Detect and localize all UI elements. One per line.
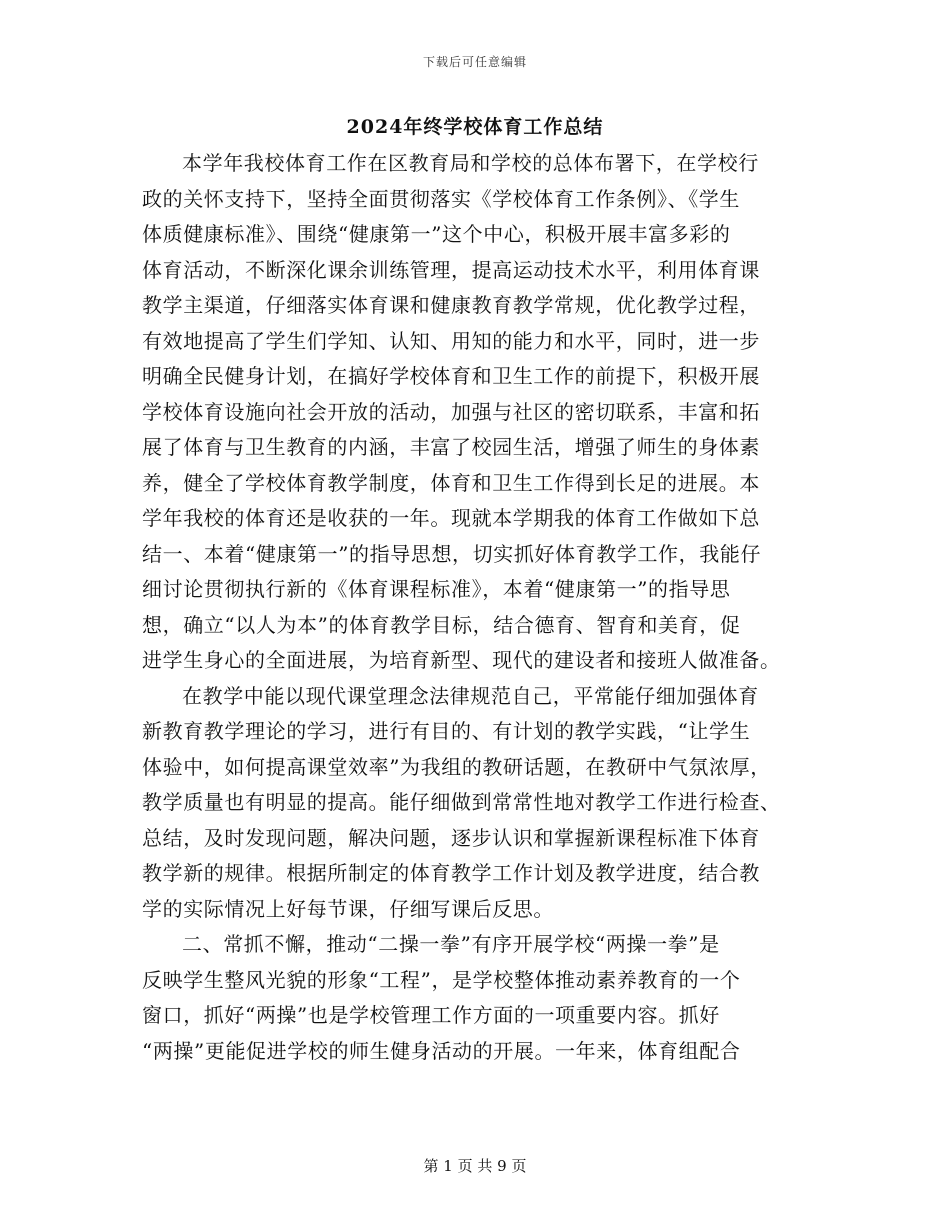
document-title: 2024年终学校体育工作总结 [346,116,604,138]
paragraph-line: 政的关怀支持下，坚持全面贯彻落实《学校体育工作条例》、《学生 [142,186,740,211]
paragraph-line: 窗口，抓好“两操”也是学校管理工作方面的一项重要内容。抓好 [142,1003,720,1027]
paragraph-1 [142,146,808,679]
paragraph-line: 教学质量也有明显的提高。能仔细做到常常性地对教学工作进行检查、 [142,790,781,814]
paragraph-line: 教学新的规律。根据所制定的体育教学工作计划及教学进度，结合教 [142,861,760,885]
paragraph-line: 体验中，如何提高课堂效率”为我组的教研话题，在教研中气氛浓厚， [142,754,771,779]
paragraph-line: 在教学中能以现代课堂理念法律规范自己，平常能仔细加强体育 [182,683,759,708]
paragraph-line: 结一、本着“健康第一”的指导思想，切实抓好体育教学工作，我能仔 [142,541,762,566]
paragraph-line: 细讨论贯彻执行新的《体育课程标准》，本着“健康第一”的指导思 [142,577,731,601]
paragraph-line: 学年我校的体育还是收获的一年。现就本学期我的体育工作做如下总 [142,506,760,530]
paragraph-line: 养，健全了学校体育教学制度，体育和卫生工作得到长足的进展。本 [142,470,760,495]
paragraph-line: 反映学生整风光貌的形象“工程”，是学校整体推动素养教育的一个 [142,967,741,992]
paragraph-line: 体育活动，不断深化课余训练管理，提高运动技术水平，利用体育课 [142,257,760,282]
paragraph-line: 明确全民健身计划，在搞好学校体育和卫生工作的前提下，积极开展 [142,364,760,388]
paragraph-line: 教学主渠道，仔细落实体育课和健康教育教学常规，优化教学过程， [142,293,760,317]
paragraph-line: 想，确立“以人为本”的体育教学目标，结合德育、智育和美育，促 [142,612,741,637]
document-body [142,146,808,1069]
header-note: 下载后可任意编辑 [422,55,527,69]
paragraph-line: 体质健康标准》、围绕“健康第一”这个中心，积极开展丰富多彩的 [142,222,731,246]
paragraph-2 [142,679,808,928]
paragraph-line: “两操”更能促进学校的师生健身活动的开展。一年来，体育组配合 [142,1038,741,1063]
paragraph-line: 展了体育与卫生教育的内涵，丰富了校园生活，增强了师生的身体素 [142,435,760,459]
paragraph-line: 学的实际情况上好每节课，仔细写课后反思。 [142,896,554,921]
paragraph-line: 二、常抓不懈，推动“二操一拳”有序开展学校“两操一拳”是 [182,932,720,956]
paragraph-line: 学校体育设施向社会开放的活动，加强与社区的密切联系，丰富和拓 [142,399,760,424]
paragraph-3 [142,927,808,1069]
paragraph-line: 本学年我校体育工作在区教育局和学校的总体布署下，在学校行 [182,151,759,175]
paragraph-line: 新教育教学理论的学习，进行有目的、有计划的教学实践，“让学生 [142,719,751,743]
paragraph-line: 有效地提高了学生们学知、认知、用知的能力和水平，同时，进一步 [142,328,760,353]
paragraph-line: 总结，及时发现问题，解决问题，逐步认识和掌握新课程标准下体育 [142,825,760,850]
paragraph-line: 进学生身心的全面进展，为培育新型、现代的建设者和接班人做准备。 [142,648,781,672]
page-number: 第 1 页 共 9 页 [423,1157,527,1175]
